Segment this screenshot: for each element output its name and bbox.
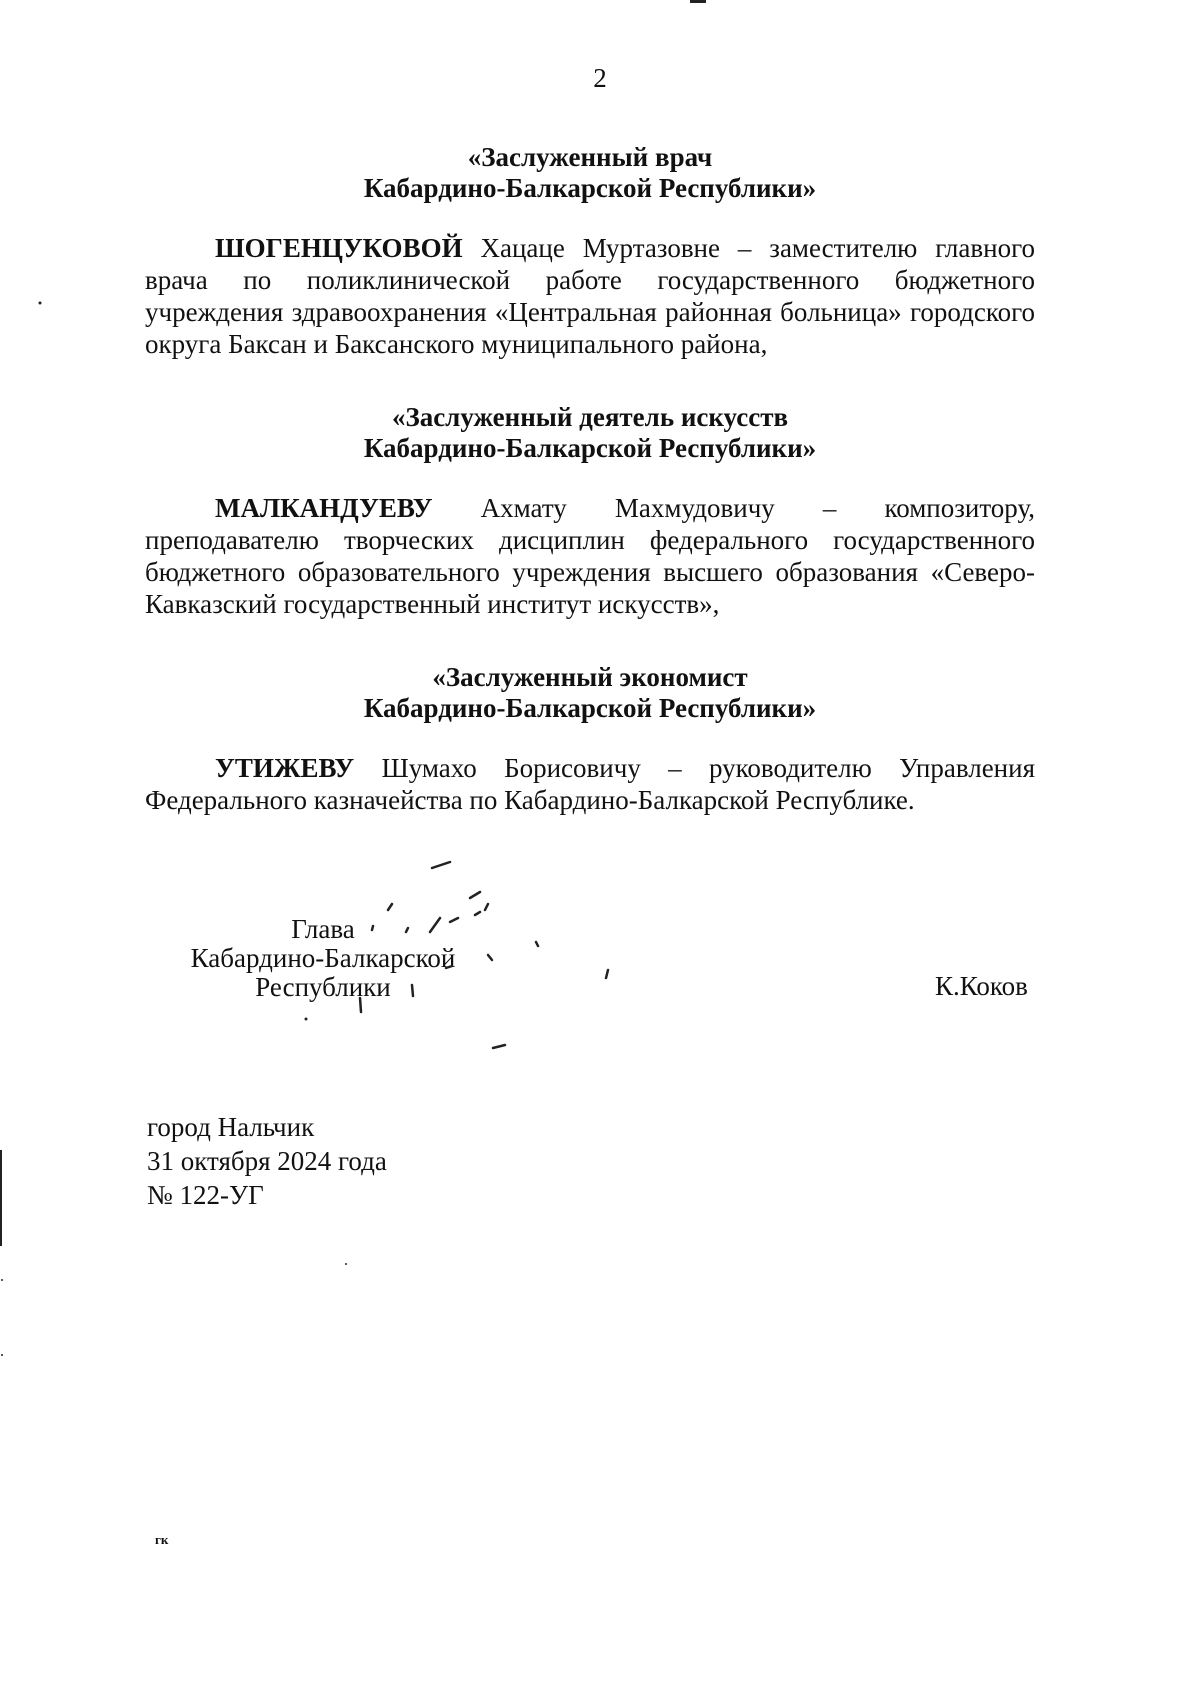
award-title-line: Кабардино-Балкарской Республики» — [363, 433, 817, 463]
footer-date: 31 октября 2024 года — [147, 1146, 387, 1176]
executor-mark: гк — [155, 1532, 169, 1547]
footer-number: № 122-УГ — [147, 1180, 264, 1210]
award-title-line: Кабардино-Балкарской Республики» — [363, 693, 817, 723]
award-title-line: Кабардино-Балкарской Республики» — [363, 173, 817, 203]
awardee-details: Ахмату Махмудовичу – композитору, преподавателю творческих дисциплин федерального государственного бюджетного образовательного учреждения высшего образования «Северо-Кавказский государственный институт искусств», — [145, 493, 1035, 619]
document-footer — [147, 1110, 387, 1212]
awardee-surname: МАЛКАНДУЕВУ — [215, 493, 433, 523]
awardee-surname: ШОГЕНЦУКОВОЙ — [215, 233, 463, 263]
signatory-position-line: Республики — [255, 972, 391, 1002]
awardee-surname: УТИЖЕВУ — [215, 753, 355, 783]
award-title-line: «Заслуженный врач — [467, 142, 713, 172]
footer-city: город Нальчик — [147, 1112, 315, 1142]
award-title-line: «Заслуженный экономист — [432, 662, 748, 692]
award-title-line: «Заслуженный деятель искусств — [391, 402, 789, 432]
page-number: 2 — [593, 63, 607, 93]
awardee-details: Хацаце Муртазовне – заместителю главного врача по поликлинической работе государственного бюджетного учреждения здравоохранения «Центральная районная больница» городского округа Баксан и Баксанского муниципального района, — [145, 233, 1035, 359]
signatory-position-line: Кабардино-Балкарской — [190, 943, 456, 973]
signatory-name: К.Коков — [935, 971, 1028, 1001]
awardee-details: Шумахо Борисовичу – руководителю Управления Федерального казначейства по Кабардино-Балкарской Республике. — [145, 753, 1035, 815]
signatory-position-line: Глава — [291, 914, 355, 944]
